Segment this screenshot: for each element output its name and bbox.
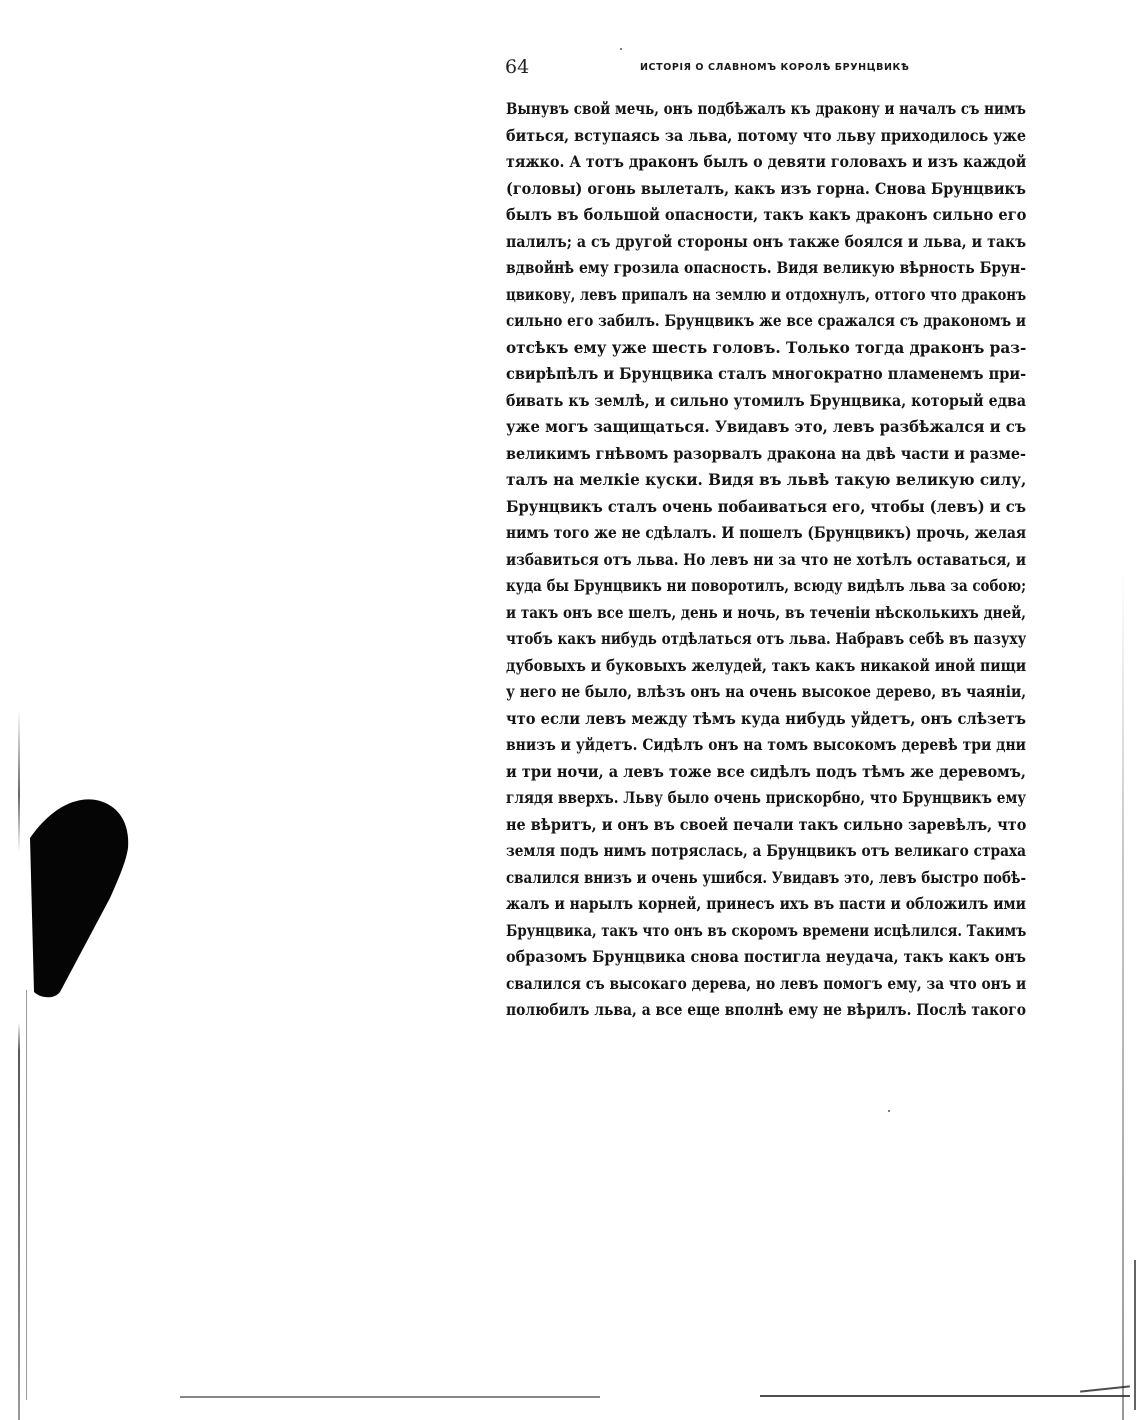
text-line: жалъ и нарылъ корней, принесъ ихъ въ пасти и обложилъ ими	[506, 894, 1026, 913]
text-line: свалился съ высокаго дерева, но левъ помогъ ему, за что онъ и	[506, 973, 1027, 993]
text-line: Брунцвикъ сталъ очень побаиваться его, чтобы (левъ) и съ	[506, 496, 1026, 516]
text-line: образомъ Брунцвика снова постигла неудача, такъ какъ онъ	[506, 947, 1026, 966]
page-number: 64	[505, 56, 530, 78]
text-line: сильно его забилъ. Брунцвикъ же все сражался съ дракономъ и	[506, 311, 1027, 330]
ink-blot	[0, 0, 140, 1000]
speck	[888, 1110, 890, 1112]
text-line: былъ въ большой опасности, такъ какъ драконъ сильно его	[506, 205, 1027, 224]
text-line: полюбилъ льва, а все еще вполнѣ ему не вѣрилъ. Послѣ такого	[506, 1000, 1027, 1019]
text-line: Вынувъ свой мечь, онъ подбѣжалъ къ дракону и началъ съ нимъ	[506, 99, 1026, 118]
text-line: свалился внизъ и очень ушибся. Увидавъ это, левъ быстро побѣ-	[506, 867, 1027, 887]
text-line: талъ на мелкіе куски. Видя въ львѣ такую великую силу,	[506, 470, 1027, 489]
text-line: великимъ гнѣвомъ разорвалъ дракона на двѣ части и разме-	[506, 443, 1027, 463]
text-line: внизъ и уйдетъ. Сидѣлъ онъ на томъ высокомъ деревѣ три дни	[506, 735, 1026, 754]
text-line: и такъ онъ все шелъ, день и ночь, въ теченіи нѣсколькихъ дней,	[506, 602, 1027, 622]
text-line: биться, вступаясь за льва, потому что льву приходилось уже	[506, 125, 1027, 145]
text-line: уже могъ защищаться. Увидавъ это, левъ разбѣжался и съ	[506, 417, 1027, 436]
text-line: что если левъ между тѣмъ куда нибудь уйдетъ, онъ слѣзетъ	[506, 708, 1027, 728]
page-edge-right	[1122, 0, 1124, 1420]
text-line: глядя вверхъ. Льву было очень прискорбно, что Брунцвикъ ему	[506, 788, 1027, 807]
text-line: свирѣпѣлъ и Брунцвика сталъ многократно пламенемъ при-	[506, 364, 1027, 383]
running-head: ИСТОРІЯ О СЛАВНОМЪ КОРОЛѢ БРУНЦВИКѢ	[640, 62, 910, 73]
text-line: избавиться отъ льва. Но левъ ни за что не хотѣлъ оставаться, и	[506, 549, 1027, 569]
text-line: (головы) огонь вылеталъ, какъ изъ горна. Снова Брунцвикъ	[506, 178, 1026, 198]
text-line: не вѣритъ, и онъ въ своей печали такъ сильно заревѣлъ, что	[506, 814, 1027, 834]
bottom-edge-left	[180, 1396, 600, 1398]
text-line: куда бы Брунцвикъ ни поворотилъ, всюду видѣлъ льва за собою;	[506, 576, 1027, 595]
text-line: дубовыхъ и буковыхъ желудей, такъ какъ никакой иной пищи	[506, 655, 1027, 675]
text-line: у него не было, влѣзъ онъ на очень высокое дерево, въ чаяніи,	[506, 682, 1027, 701]
text-line: нимъ того же не сдѣлалъ. И пошелъ (Брунцвикъ) прочь, желая	[506, 523, 1027, 542]
body-text	[506, 96, 1026, 1024]
text-line: вдвойнѣ ему грозила опасность. Видя великую вѣрность Брун-	[506, 258, 1026, 277]
page-edge-left-inner	[26, 990, 27, 1400]
text-line: тяжко. А тотъ драконъ былъ о девяти головахъ и изъ каждой	[506, 152, 1027, 171]
text-line: отсѣкъ ему уже шесть головъ. Только тогда драконъ раз-	[506, 337, 1027, 357]
text-line: Брунцвика, такъ что онъ въ скоромъ времени исцѣлился. Такимъ	[506, 920, 1027, 940]
page-edge-right-outer	[1134, 1260, 1136, 1410]
speck	[620, 48, 622, 50]
text-line: цвикову, левъ припалъ на землю и отдохнулъ, оттого что драконъ	[506, 284, 1027, 304]
text-line: земля подъ нимъ потряслась, а Брунцвикъ отъ великаго страха	[506, 841, 1027, 860]
text-line: и три ночи, а левъ тоже все сидѣлъ подъ тѣмъ же деревомъ,	[506, 761, 1026, 781]
bottom-edge-right	[760, 1395, 1130, 1397]
text-line: чтобъ какъ нибудь отдѣлаться отъ льва. Набравъ себѣ въ пазуху	[506, 629, 1027, 648]
text-line: палилъ; а съ другой стороны онъ также боялся и льва, и такъ	[506, 231, 1027, 251]
text-line: бивать къ землѣ, и сильно утомилъ Брунцвика, который едва	[506, 390, 1027, 410]
